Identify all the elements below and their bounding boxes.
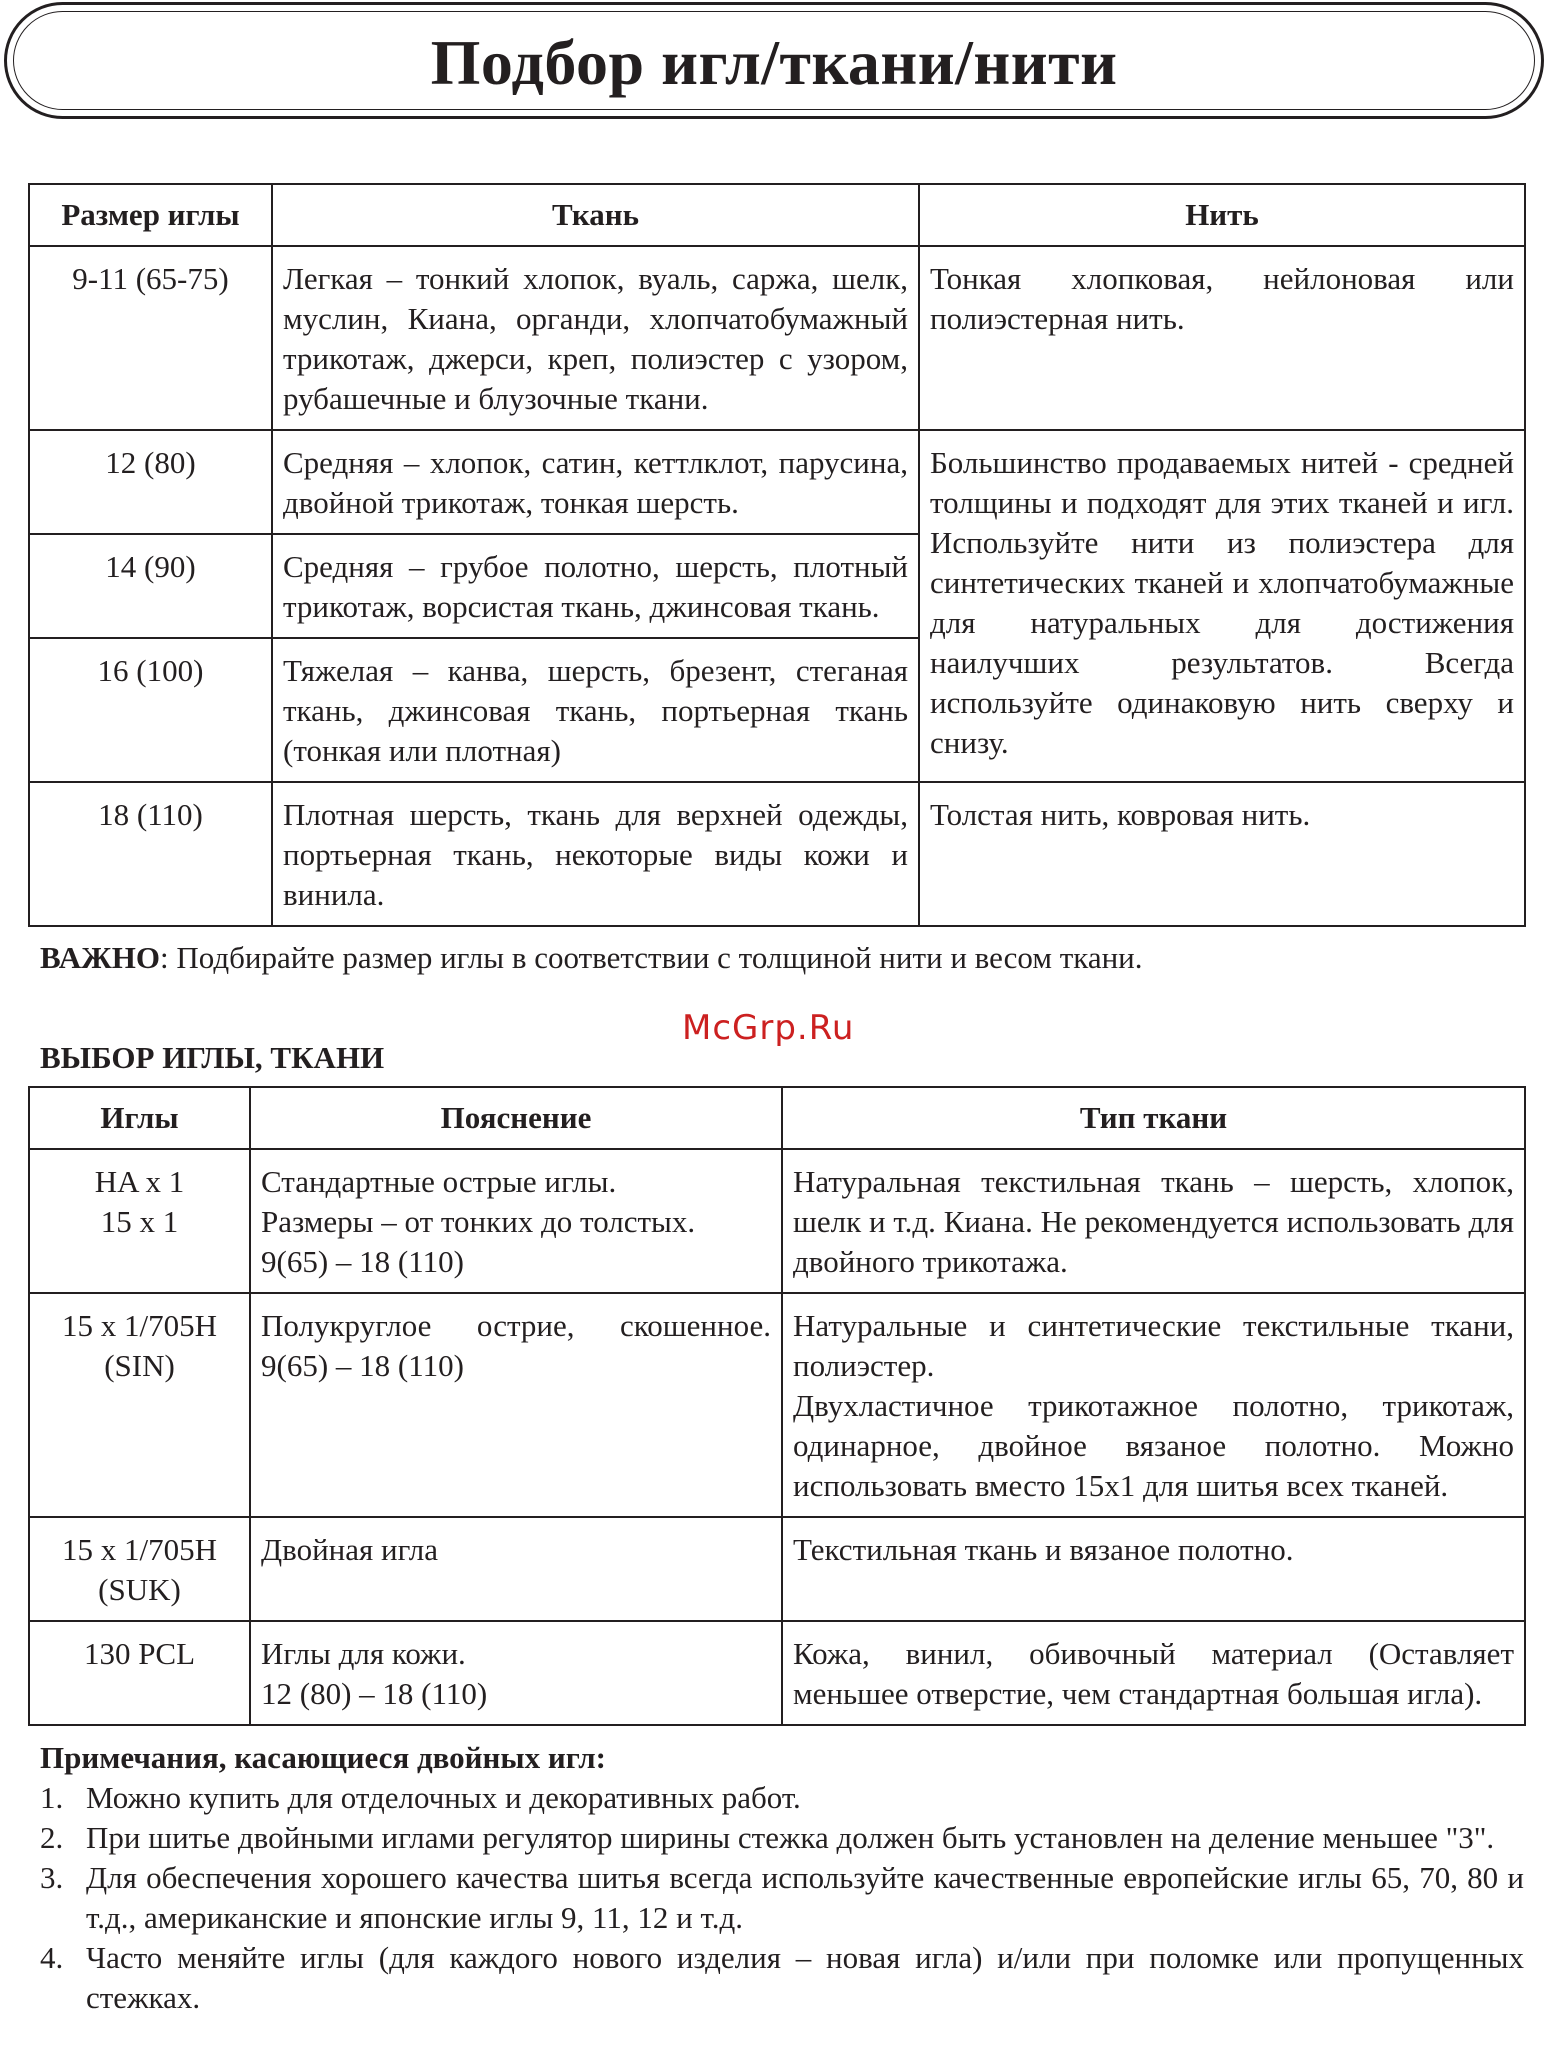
note-text: Можно купить для отделочных и декоративных работ.	[86, 1780, 801, 1815]
fabric-type-line: Натуральные и синтетические текстильные ткани, полиэстер.	[793, 1308, 1514, 1383]
table-header-row	[29, 184, 1525, 246]
thread-description-merged: Большинство продаваемых нитей - средней толщины и подходят для этих тканей и игл. Используйте нити из полиэстера для синтетических тканей и хлопчатобумажные для натуральных для достижения наилучших результатов. Всегда используйте одинаковую нить сверху и снизу.	[919, 430, 1525, 782]
needle-type	[29, 1149, 250, 1293]
column-header: Ткань	[272, 184, 919, 246]
needle-type-line: HA x 1	[94, 1164, 185, 1199]
note-text: Часто меняйте иглы (для каждого нового изделия – новая игла) и/или при поломке или пропущенных стежках.	[86, 1940, 1524, 2015]
fabric-description: Средняя – грубое полотно, шерсть, плотный трикотаж, ворсистая ткань, джинсовая ткань.	[272, 534, 919, 638]
table-row	[29, 782, 1525, 926]
note-number: 2.	[40, 1820, 64, 1855]
needle-size: 12 (80)	[29, 430, 272, 534]
needle-size: 16 (100)	[29, 638, 272, 782]
table-header-row	[29, 1087, 1525, 1149]
fabric-type-line: Двухластичное трикотажное полотно, трикотаж, одинарное, двойное вязаное полотно. Можно использовать вместо 15x1 для шитья всех тканей.	[793, 1388, 1514, 1503]
explanation-line: 9(65) – 18 (110)	[261, 1348, 464, 1383]
page-title: Подбор игл/ткани/нити	[430, 27, 1118, 98]
important-text: : Подбирайте размер иглы в соответствии с толщиной нити и весом ткани.	[160, 940, 1143, 975]
explanation-line: Иглы для кожи.	[261, 1636, 466, 1671]
fabric-description: Тяжелая – канва, шерсть, брезент, стеганая ткань, джинсовая ткань, портьерная ткань (тонкая или плотная)	[272, 638, 919, 782]
needle-type-line: 15 x 1/705H	[62, 1532, 217, 1567]
title-frame	[4, 2, 1544, 119]
thread-description: Толстая нить, ковровая нить.	[919, 782, 1525, 926]
table-row	[29, 1621, 1525, 1725]
needle-type-line: (SIN)	[104, 1348, 175, 1383]
note-number: 4.	[40, 1940, 64, 1975]
table-row	[29, 1293, 1525, 1517]
list-item	[40, 1818, 1524, 1858]
note-text: При шитье двойными иглами регулятор ширины стежка должен быть установлен на деление меньшее "3".	[86, 1820, 1495, 1855]
explanation-line: Стандартные острые иглы.	[261, 1164, 617, 1199]
column-header: Тип ткани	[782, 1087, 1525, 1149]
fabric-type: Кожа, винил, обивочный материал (Оставляет меньшее отверстие, чем стандартная большая игла).	[782, 1621, 1525, 1725]
column-header: Нить	[919, 184, 1525, 246]
table-row	[29, 246, 1525, 430]
explanation-line: Двойная игла	[261, 1532, 438, 1567]
column-header: Иглы	[29, 1087, 250, 1149]
fabric-description: Легкая – тонкий хлопок, вуаль, саржа, шелк, муслин, Киана, органди, хлопчатобумажный трикотаж, джерси, креп, полиэстер с узором, рубашечные и блузочные ткани.	[272, 246, 919, 430]
explanation-line: Размеры – от тонких до толстых.	[261, 1204, 696, 1239]
needle-size: 9-11 (65-75)	[29, 246, 272, 430]
needle-type	[29, 1621, 250, 1725]
needle-size: 14 (90)	[29, 534, 272, 638]
needle-type	[29, 1293, 250, 1517]
important-note	[40, 938, 1143, 978]
explanation-line: Полукруглое острие, скошенное.	[261, 1308, 771, 1343]
table-row	[29, 1149, 1525, 1293]
list-item	[40, 1938, 1524, 2018]
note-number: 3.	[40, 1860, 64, 1895]
needle-explanation	[250, 1149, 782, 1293]
table-row	[29, 1517, 1525, 1621]
explanation-line: 12 (80) – 18 (110)	[261, 1676, 488, 1711]
needle-type-line: 130 PCL	[83, 1636, 196, 1671]
column-header: Размер иглы	[29, 184, 272, 246]
column-header: Пояснение	[250, 1087, 782, 1149]
needle-selection-table	[28, 1086, 1526, 1726]
needle-type-line: 15 x 1	[100, 1204, 179, 1239]
note-text: Для обеспечения хорошего качества шитья всегда используйте качественные европейские иглы 65, 70, 80 и т.д., американские и японские иглы 9, 11, 12 и т.д.	[86, 1860, 1524, 1935]
fabric-type: Текстильная ткань и вязаное полотно.	[782, 1517, 1525, 1621]
thread-description: Тонкая хлопковая, нейлоновая или полиэстерная нить.	[919, 246, 1525, 430]
fabric-description: Средняя – хлопок, сатин, кеттлклот, парусина, двойной трикотаж, тонкая шерсть.	[272, 430, 919, 534]
needle-type-line: (SUK)	[98, 1572, 181, 1607]
important-label: ВАЖНО	[40, 940, 160, 975]
needle-type	[29, 1517, 250, 1621]
explanation-line: 9(65) – 18 (110)	[261, 1244, 464, 1279]
list-item	[40, 1778, 1524, 1818]
needle-fabric-thread-table	[28, 183, 1526, 927]
fabric-description: Плотная шерсть, ткань для верхней одежды, портьерная ткань, некоторые виды кожи и винила.	[272, 782, 919, 926]
needle-explanation	[250, 1293, 782, 1517]
twin-needle-notes	[40, 1738, 1524, 2018]
notes-title: Примечания, касающиеся двойных игл:	[40, 1740, 606, 1775]
list-item	[40, 1858, 1524, 1938]
fabric-type	[782, 1293, 1525, 1517]
fabric-type: Натуральная текстильная ткань – шерсть, хлопок, шелк и т.д. Киана. Не рекомендуется использовать для двойного трикотажа.	[782, 1149, 1525, 1293]
note-number: 1.	[40, 1780, 64, 1815]
watermark: McGrp.Ru	[682, 1008, 855, 1048]
needle-size: 18 (110)	[29, 782, 272, 926]
section-heading: ВЫБОР ИГЛЫ, ТКАНИ	[40, 1040, 385, 1075]
needle-explanation	[250, 1621, 782, 1725]
needle-type-line: 15 x 1/705H	[62, 1308, 217, 1343]
needle-explanation	[250, 1517, 782, 1621]
table-row	[29, 430, 1525, 534]
